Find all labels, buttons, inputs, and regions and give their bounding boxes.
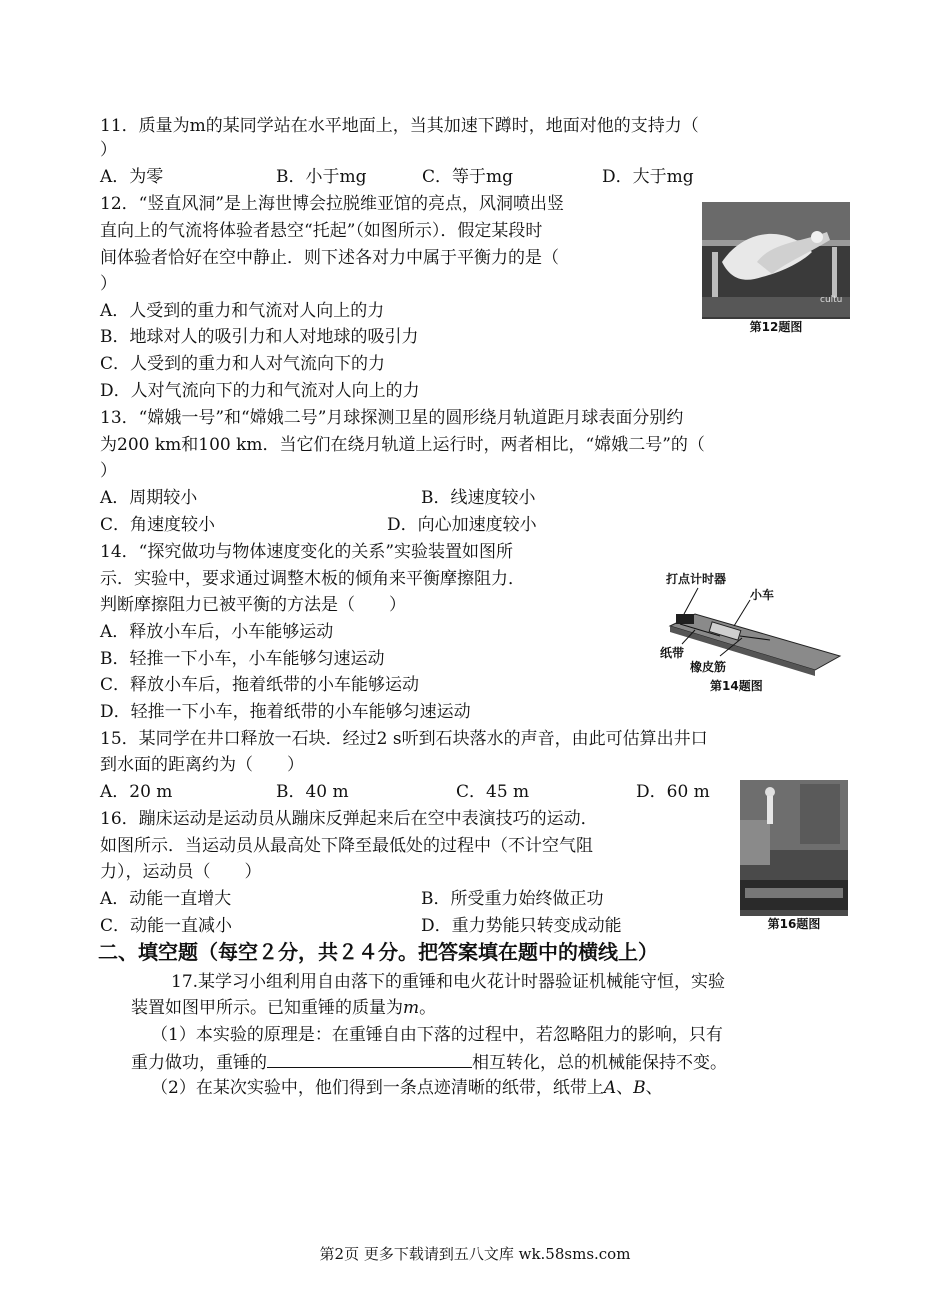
- q14-option-c: C．释放小车后，拖着纸带的小车能够运动: [100, 675, 420, 695]
- q17-part2-line1: [151, 1078, 663, 1098]
- q14-option-b: B．轻推一下小车，小车能够匀速运动: [100, 649, 385, 669]
- q14-figure-caption: 第14题图: [650, 678, 845, 694]
- label-rubber-band: 橡皮筋: [690, 660, 727, 674]
- q17-part2-end: 、: [645, 1078, 663, 1098]
- q16-figure: [740, 780, 848, 932]
- q13-option-d: D．向心加速度较小: [387, 515, 537, 535]
- q12-figure: [702, 202, 850, 335]
- q12-stem-line2: 直向上的气流将体验者悬空“托起”（如图所示）．假定某段时: [100, 221, 543, 241]
- q12-option-b: B．地球对人的吸引力和人对地球的吸引力: [100, 327, 419, 347]
- q14-stem-line1: 14．“探究做功与物体速度变化的关系”实验装置如图所: [100, 542, 514, 562]
- q17-part1-line2: [131, 1051, 727, 1073]
- trampoline-photo: [740, 780, 848, 932]
- q15-stem-line1: 15．某同学在井口释放一石块．经过2 s听到石块落水的声音，由此可估算出井口: [100, 729, 708, 749]
- wind-tunnel-photo: [702, 202, 850, 335]
- q11-option-c: C．等于mg: [422, 167, 514, 187]
- answer-blank[interactable]: [267, 1051, 472, 1068]
- label-timer: 打点计时器: [666, 572, 727, 586]
- q16-figure-caption: 第16题图: [740, 916, 848, 932]
- q11-stem-line2: ）: [100, 140, 117, 160]
- q17-part1-line1: （1）本实验的原理是：在重锤自由下落的过程中，若忽略阻力的影响，只有: [151, 1025, 723, 1045]
- q12-option-c: C．人受到的重力和人对气流向下的力: [100, 354, 386, 374]
- q15-stem-line2: 到水面的距离约为（ ）: [100, 755, 304, 775]
- q12-stem-line1: 12．“竖直风洞”是上海世博会拉脱维亚馆的亮点，风洞喷出竖: [100, 194, 565, 214]
- q17-stem-line1: 17.某学习小组利用自由落下的重锤和电火花计时器验证机械能守恒，实验: [171, 972, 726, 992]
- q14-option-a: A．释放小车后，小车能够运动: [100, 622, 334, 642]
- q16-option-c: C．动能一直减小: [100, 916, 233, 936]
- q13-stem-line2: 为200 km和100 km．当它们在绕月轨道上运行时，两者相比，“嫦娥二号”的（: [100, 435, 705, 455]
- q12-option-d: D．人对气流向下的力和气流对人向上的力: [100, 381, 420, 401]
- q17-part1-text-a: 重力做功，重锤的: [131, 1053, 267, 1073]
- q17-part2-text: （2）在某次实验中，他们得到一条点迹清晰的纸带，纸带上: [151, 1078, 604, 1098]
- q14-figure: [650, 566, 845, 694]
- svg-text:cultu: cultu: [820, 295, 843, 305]
- label-tape: 纸带: [660, 646, 685, 660]
- q14-stem-line2: 示．实验中，要求通过调整木板的倾角来平衡摩擦阻力．: [100, 569, 525, 589]
- q14-option-d: D．轻推一下小车，拖着纸带的小车能够匀速运动: [100, 702, 471, 722]
- q15-option-a: A．20 m: [100, 782, 173, 802]
- q13-option-a: A．周期较小: [100, 488, 198, 508]
- q16-stem-line3: 力），运动员（ ）: [100, 862, 262, 882]
- q11-stem-line1: 11．质量为m的某同学站在水平地面上，当其加速下蹲时，地面对他的支持力（: [100, 116, 699, 136]
- q17-stem-line2-text: 装置如图甲所示。已知重锤的质量为: [131, 998, 403, 1018]
- q15-option-d: D．60 m: [636, 782, 710, 802]
- q16-option-d: D．重力势能只转变成动能: [421, 916, 622, 936]
- q11-option-b: B．小于mg: [276, 167, 367, 187]
- q13-option-c: C．角速度较小: [100, 515, 216, 535]
- q13-stem-line3: ）: [100, 461, 117, 481]
- q16-option-a: A．动能一直增大: [100, 889, 232, 909]
- q17-part2-sep: 、: [616, 1078, 634, 1098]
- q17-stem-line2-end: 。: [419, 998, 437, 1018]
- q17-point-a: A: [603, 1078, 617, 1098]
- q11-option-d: D．大于mg: [602, 167, 694, 187]
- q12-figure-caption: 第12题图: [702, 319, 850, 335]
- page-footer: 第2页 更多下载请到五八文库 wk.58sms.com: [319, 1245, 631, 1263]
- q12-option-a: A．人受到的重力和气流对人向上的力: [100, 301, 385, 321]
- q12-stem-line4: ）: [100, 274, 117, 294]
- q12-stem-line3: 间体验者恰好在空中静止．则下述各对力中属于平衡力的是（: [100, 248, 559, 268]
- q13-option-b: B．线速度较小: [421, 488, 536, 508]
- q11-option-a: A．为零: [100, 167, 164, 187]
- label-cart: 小车: [750, 588, 775, 602]
- q14-stem-line3: 判断摩擦阻力已被平衡的方法是（ ）: [100, 595, 406, 615]
- q15-option-b: B．40 m: [276, 782, 349, 802]
- q17-point-b: B: [633, 1078, 646, 1098]
- q17-part1-text-b: 相互转化，总的机械能保持不变。: [472, 1053, 727, 1073]
- q16-stem-line1: 16．蹦床运动是运动员从蹦床反弹起来后在空中表演技巧的运动．: [100, 809, 598, 829]
- q15-option-c: C．45 m: [456, 782, 530, 802]
- q17-stem-line2: [131, 998, 436, 1018]
- q16-stem-line2: 如图所示．当运动员从最高处下降至最低处的过程中（不计空气阻: [100, 836, 593, 856]
- q16-option-b: B．所受重力始终做正功: [421, 889, 604, 909]
- section-heading: 二、填空题（每空２分，共２４分。把答案填在题中的横线上）: [98, 940, 658, 964]
- q17-mass-variable: m: [403, 998, 420, 1018]
- q13-stem-line1: 13．“嫦娥一号”和“嫦娥二号”月球探测卫星的圆形绕月轨道距月球表面分别约: [100, 408, 684, 428]
